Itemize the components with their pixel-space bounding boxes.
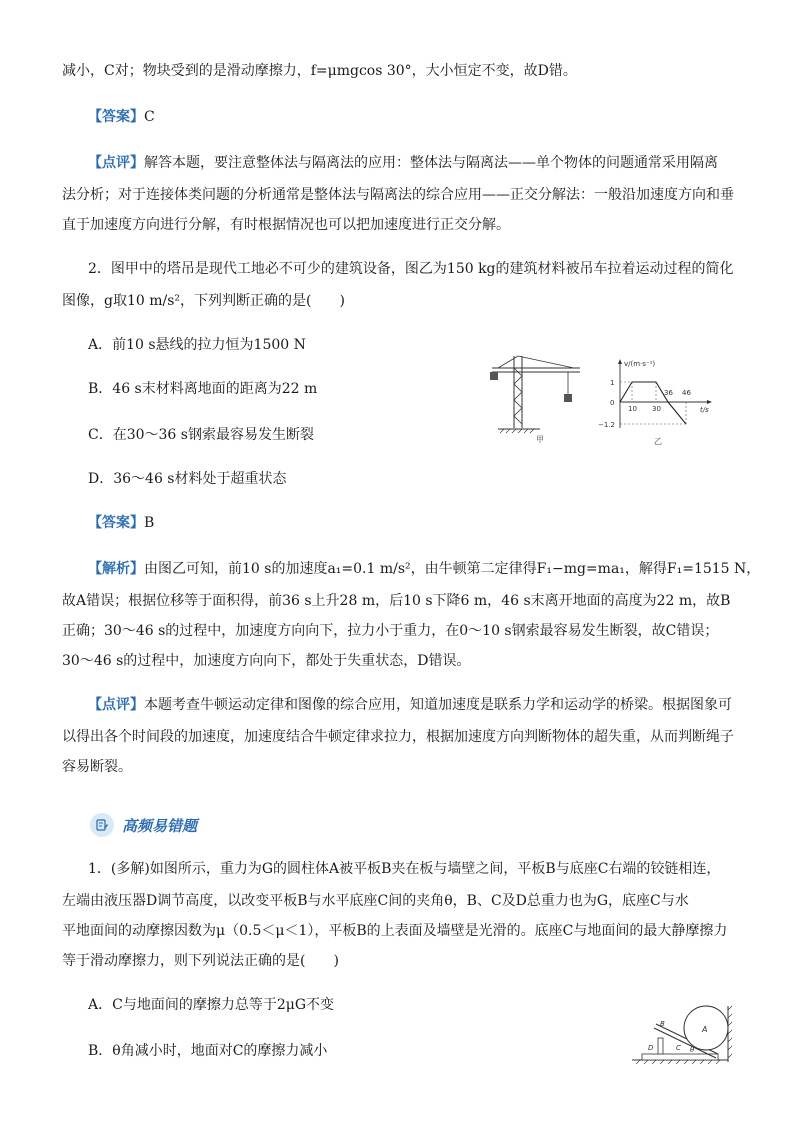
comment-2 xyxy=(88,694,768,716)
answer-tag: 【答案】 xyxy=(88,109,144,125)
option-a: A．C与地面间的摩擦力总等于2μG不变 xyxy=(88,997,335,1013)
crane-caption: 甲 xyxy=(536,435,544,444)
answer-value: C xyxy=(144,109,155,125)
figure-label: θ xyxy=(690,1046,695,1054)
answer-tag: 【答案】 xyxy=(88,515,144,531)
graph-caption: 乙 xyxy=(654,437,662,446)
graph-xlabel: t/s xyxy=(700,406,709,414)
option-d: D．36～46 s材料处于超重状态 xyxy=(88,471,287,487)
text-line: 图像，g取10 m/s²，下列判断正确的是( ) xyxy=(62,293,345,309)
crane-figure xyxy=(488,352,584,444)
option-b: B．θ角减小时，地面对C的摩擦力减小 xyxy=(88,1043,328,1059)
section-heading xyxy=(90,812,197,838)
tick-label: 10 xyxy=(628,405,637,413)
question-2-stem: 2．图甲中的塔吊是现代工地必不可少的建筑设备，图乙为150 kg的建筑材料被吊车拉着运动过程的简化 xyxy=(88,261,734,277)
tick-label: 46 xyxy=(682,389,691,397)
text-line: 平地面间的动摩擦因数为μ（0.5＜μ＜1），平板B的上表面及墙壁是光滑的。底座C与地面间的最大静摩擦力 xyxy=(62,923,728,939)
figure-label: A xyxy=(702,1025,708,1034)
tick-label: −1.2 xyxy=(598,421,615,429)
comment-1 xyxy=(88,152,768,174)
comment-tag: 【点评】 xyxy=(88,697,144,713)
section-heading-text: 高频易错题 xyxy=(122,816,198,835)
figure-label: C xyxy=(676,1044,681,1052)
text-line: 以得出各个时间段的加速度，加速度结合牛顿定律求拉力，根据加速度方向判断物体的超失重，从而判断绳子 xyxy=(62,729,734,745)
question-3-stem: 1．(多解)如图所示，重力为G的圆柱体A被平板B夹在板与墙壁之间，平板B与底座C右端的铰链相连， xyxy=(88,861,721,877)
figure-label: B xyxy=(660,1020,665,1028)
text-line: 左端由液压器D调节高度，以改变平板B与水平底座C间的夹角θ，B、C及D总重力也为G，底座C与水 xyxy=(62,893,689,909)
analysis-tag: 【解析】 xyxy=(88,561,144,577)
option-c: C．在30～36 s钢索最容易发生断裂 xyxy=(88,427,314,443)
option-a: A．前10 s悬线的拉力恒为1500 N xyxy=(88,337,306,353)
answer-2 xyxy=(88,512,768,534)
answer-1 xyxy=(88,106,768,128)
text-line: 30～46 s的过程中，加速度方向向下，都处于失重状态，D错误。 xyxy=(62,653,471,669)
pencil-note-icon xyxy=(90,813,114,837)
text-line: 减小，C对；物块受到的是滑动摩擦力，f=μmgcos 30°，大小恒定不变，故D错。 xyxy=(62,63,577,79)
vt-graph xyxy=(598,358,716,448)
cylinder-plank-figure xyxy=(630,1004,734,1064)
answer-value: B xyxy=(144,515,155,531)
tick-label: 1 xyxy=(610,379,615,387)
tick-label: 36 xyxy=(664,389,673,397)
tick-label: 0 xyxy=(610,399,615,407)
analysis xyxy=(88,558,768,580)
graph-ylabel: v/(m·s⁻¹) xyxy=(624,360,656,368)
text-line: 直于加速度方向进行分解，有时根据情况也可以把加速度进行正交分解。 xyxy=(62,217,510,233)
option-b: B．46 s末材料离地面的距离为22 m xyxy=(88,381,318,397)
comment-text: 本题考查牛顿运动定律和图像的综合应用，知道加速度是联系力学和运动学的桥梁。根据图象可 xyxy=(144,697,732,713)
comment-text: 解答本题，要注意整体法与隔离法的应用：整体法与隔离法——单个物体的问题通常采用隔离 xyxy=(144,155,718,171)
text-line: 法分析；对于连接体类问题的分析通常是整体法与隔离法的综合应用——正交分解法：一般沿加速度方向和垂 xyxy=(62,187,734,203)
text-line: 容易断裂。 xyxy=(62,759,132,775)
text-line: 正确；30～46 s的过程中，加速度方向向下，拉力小于重力，在0～10 s钢索最容易发生断裂，故C错误； xyxy=(62,623,719,639)
comment-tag: 【点评】 xyxy=(88,155,144,171)
figure-label: D xyxy=(648,1044,654,1052)
text-line: 等于滑动摩擦力，则下列说法正确的是( ) xyxy=(62,953,339,969)
text-line: 故A错误；根据位移等于面积得，前36 s上升28 m，后10 s下降6 m，46 s末离开地面的高度为22 m，故B xyxy=(62,593,731,609)
tick-label: 30 xyxy=(652,405,661,413)
analysis-text: 由图乙可知，前10 s的加速度a₁=0.1 m/s²，由牛顿第二定律得F₁−mg=ma₁，解得F₁=1515 N， xyxy=(144,561,761,577)
